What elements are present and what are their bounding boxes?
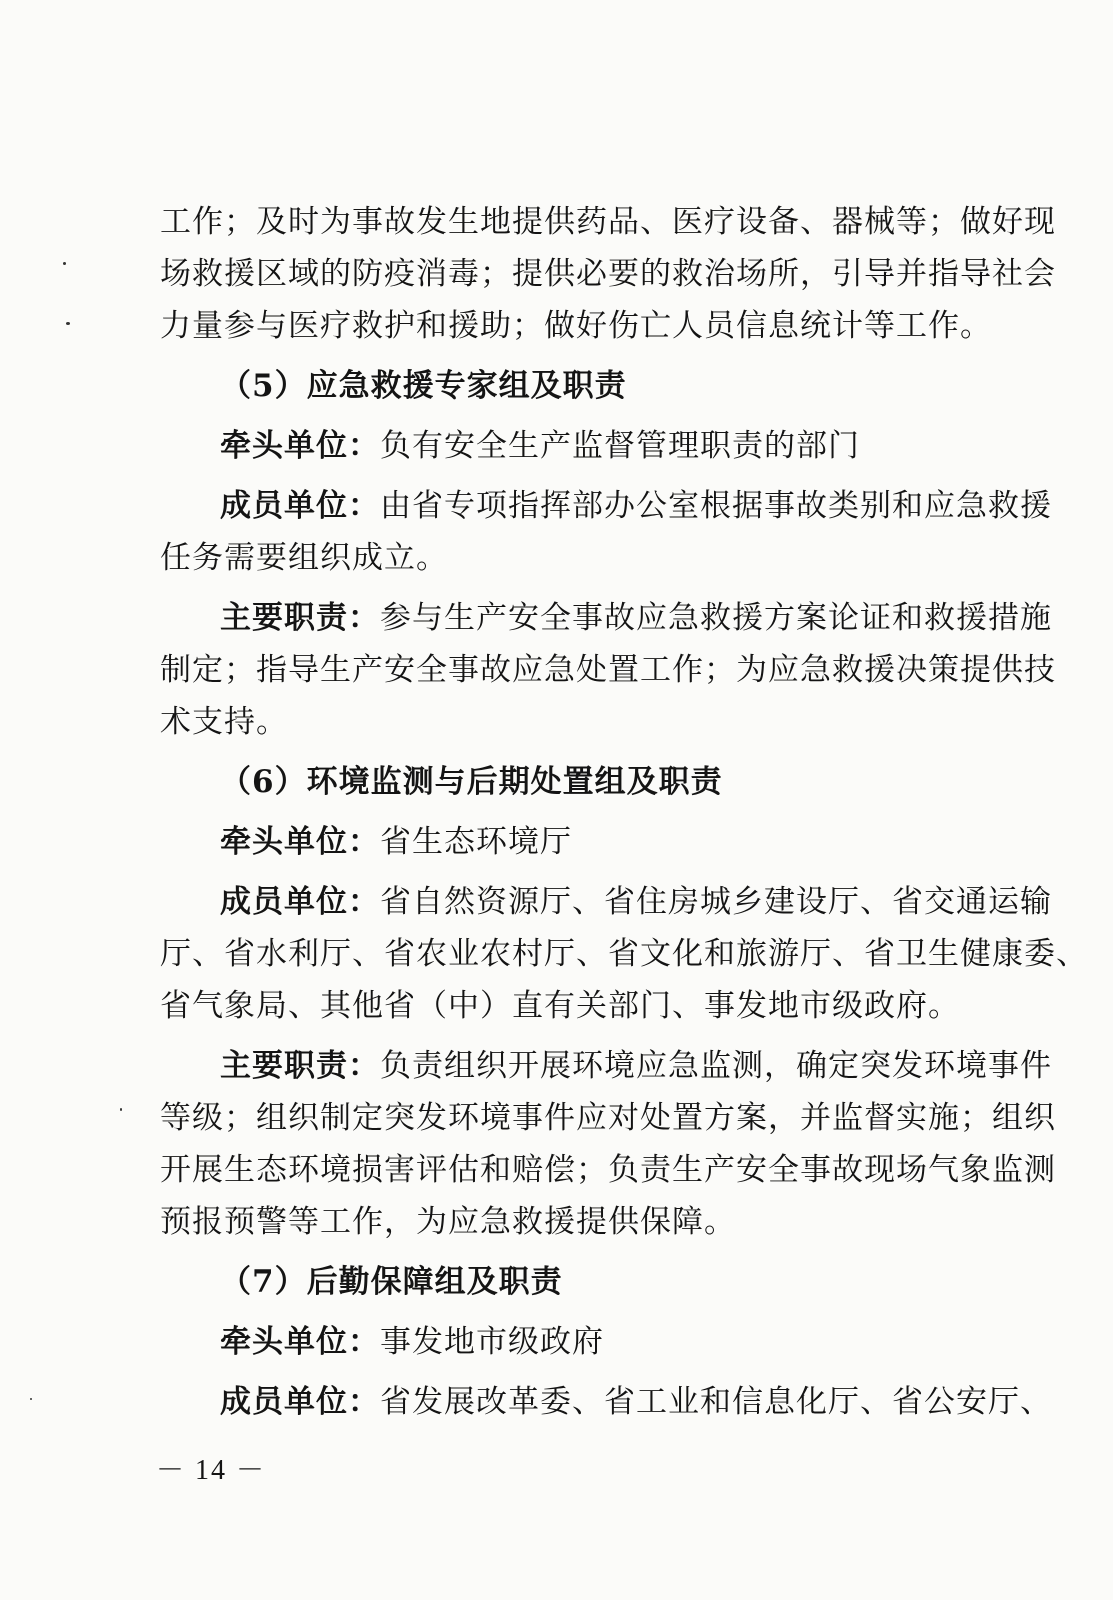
document-body (160, 196, 1088, 1428)
member-unit-value: 省发展改革委、省工业和信息化厅、省公安厅、 (380, 1384, 1052, 1420)
member-unit-label: 成员单位： (220, 488, 380, 524)
body-line: 省气象局、其他省（中）直有关部门、事发地市级政府。 (160, 988, 960, 1024)
member-unit-value: 由省专项指挥部办公室根据事故类别和应急救援 (380, 488, 1052, 524)
body-line: 制定；指导生产安全事故应急处置工作；为应急救援决策提供技 (160, 652, 1056, 688)
scan-speck (120, 1108, 122, 1111)
body-line: 等级；组织制定突发环境事件应对处置方案，并监督实施；组织 (160, 1100, 1056, 1136)
lead-unit-label: 牵头单位： (220, 1324, 380, 1360)
lead-unit-line (160, 816, 975, 868)
scan-speck (66, 322, 70, 325)
body-line: 任务需要组织成立。 (160, 540, 448, 576)
lead-unit-value: 省生态环境厅 (380, 824, 572, 860)
duty-label: 主要职责： (220, 1048, 380, 1084)
lead-unit-label: 牵头单位： (220, 428, 380, 464)
body-line: 工作；及时为事故发生地提供药品、医疗设备、器械等；做好现 (160, 204, 1056, 240)
body-line: 术支持。 (160, 704, 288, 740)
duty-value: 参与生产安全事故应急救援方案论证和救援措施 (380, 600, 1052, 636)
duty-value: 负责组织开展环境应急监测，确定突发环境事件 (380, 1048, 1052, 1084)
body-line: 厅、省水利厅、省农业农村厅、省文化和旅游厅、省卫生健康委、 (160, 936, 1088, 972)
lead-unit-value: 负有安全生产监督管理职责的部门 (380, 428, 860, 464)
scan-speck (30, 1398, 32, 1400)
lead-unit-line (160, 420, 975, 472)
section-heading-6: （6）环境监测与后期处置组及职责 (220, 764, 723, 800)
lead-unit-label: 牵头单位： (220, 824, 380, 860)
duty-line (160, 1040, 1052, 1092)
body-line: 力量参与医疗救护和援助；做好伤亡人员信息统计等工作。 (160, 308, 992, 344)
page-number: － 14 － (156, 1455, 267, 1486)
lead-unit-line (160, 1316, 975, 1368)
duty-line (160, 592, 1052, 644)
member-unit-line (160, 480, 1052, 532)
duty-label: 主要职责： (220, 600, 380, 636)
member-unit-value: 省自然资源厅、省住房城乡建设厅、省交通运输 (380, 884, 1052, 920)
member-unit-label: 成员单位： (220, 1384, 380, 1420)
member-unit-label: 成员单位： (220, 884, 380, 920)
body-line: 开展生态环境损害评估和赔偿；负责生产安全事故现场气象监测 (160, 1152, 1056, 1188)
body-line: 场救援区域的防疫消毒；提供必要的救治场所，引导并指导社会 (160, 256, 1056, 292)
section-heading-7: （7）后勤保障组及职责 (220, 1264, 563, 1300)
lead-unit-value: 事发地市级政府 (380, 1324, 604, 1360)
body-line: 预报预警等工作，为应急救援提供保障。 (160, 1204, 736, 1240)
section-heading-5: （5）应急救援专家组及职责 (220, 368, 627, 404)
member-unit-line (160, 1376, 1052, 1428)
scan-speck (63, 262, 66, 265)
member-unit-line (160, 876, 1052, 928)
